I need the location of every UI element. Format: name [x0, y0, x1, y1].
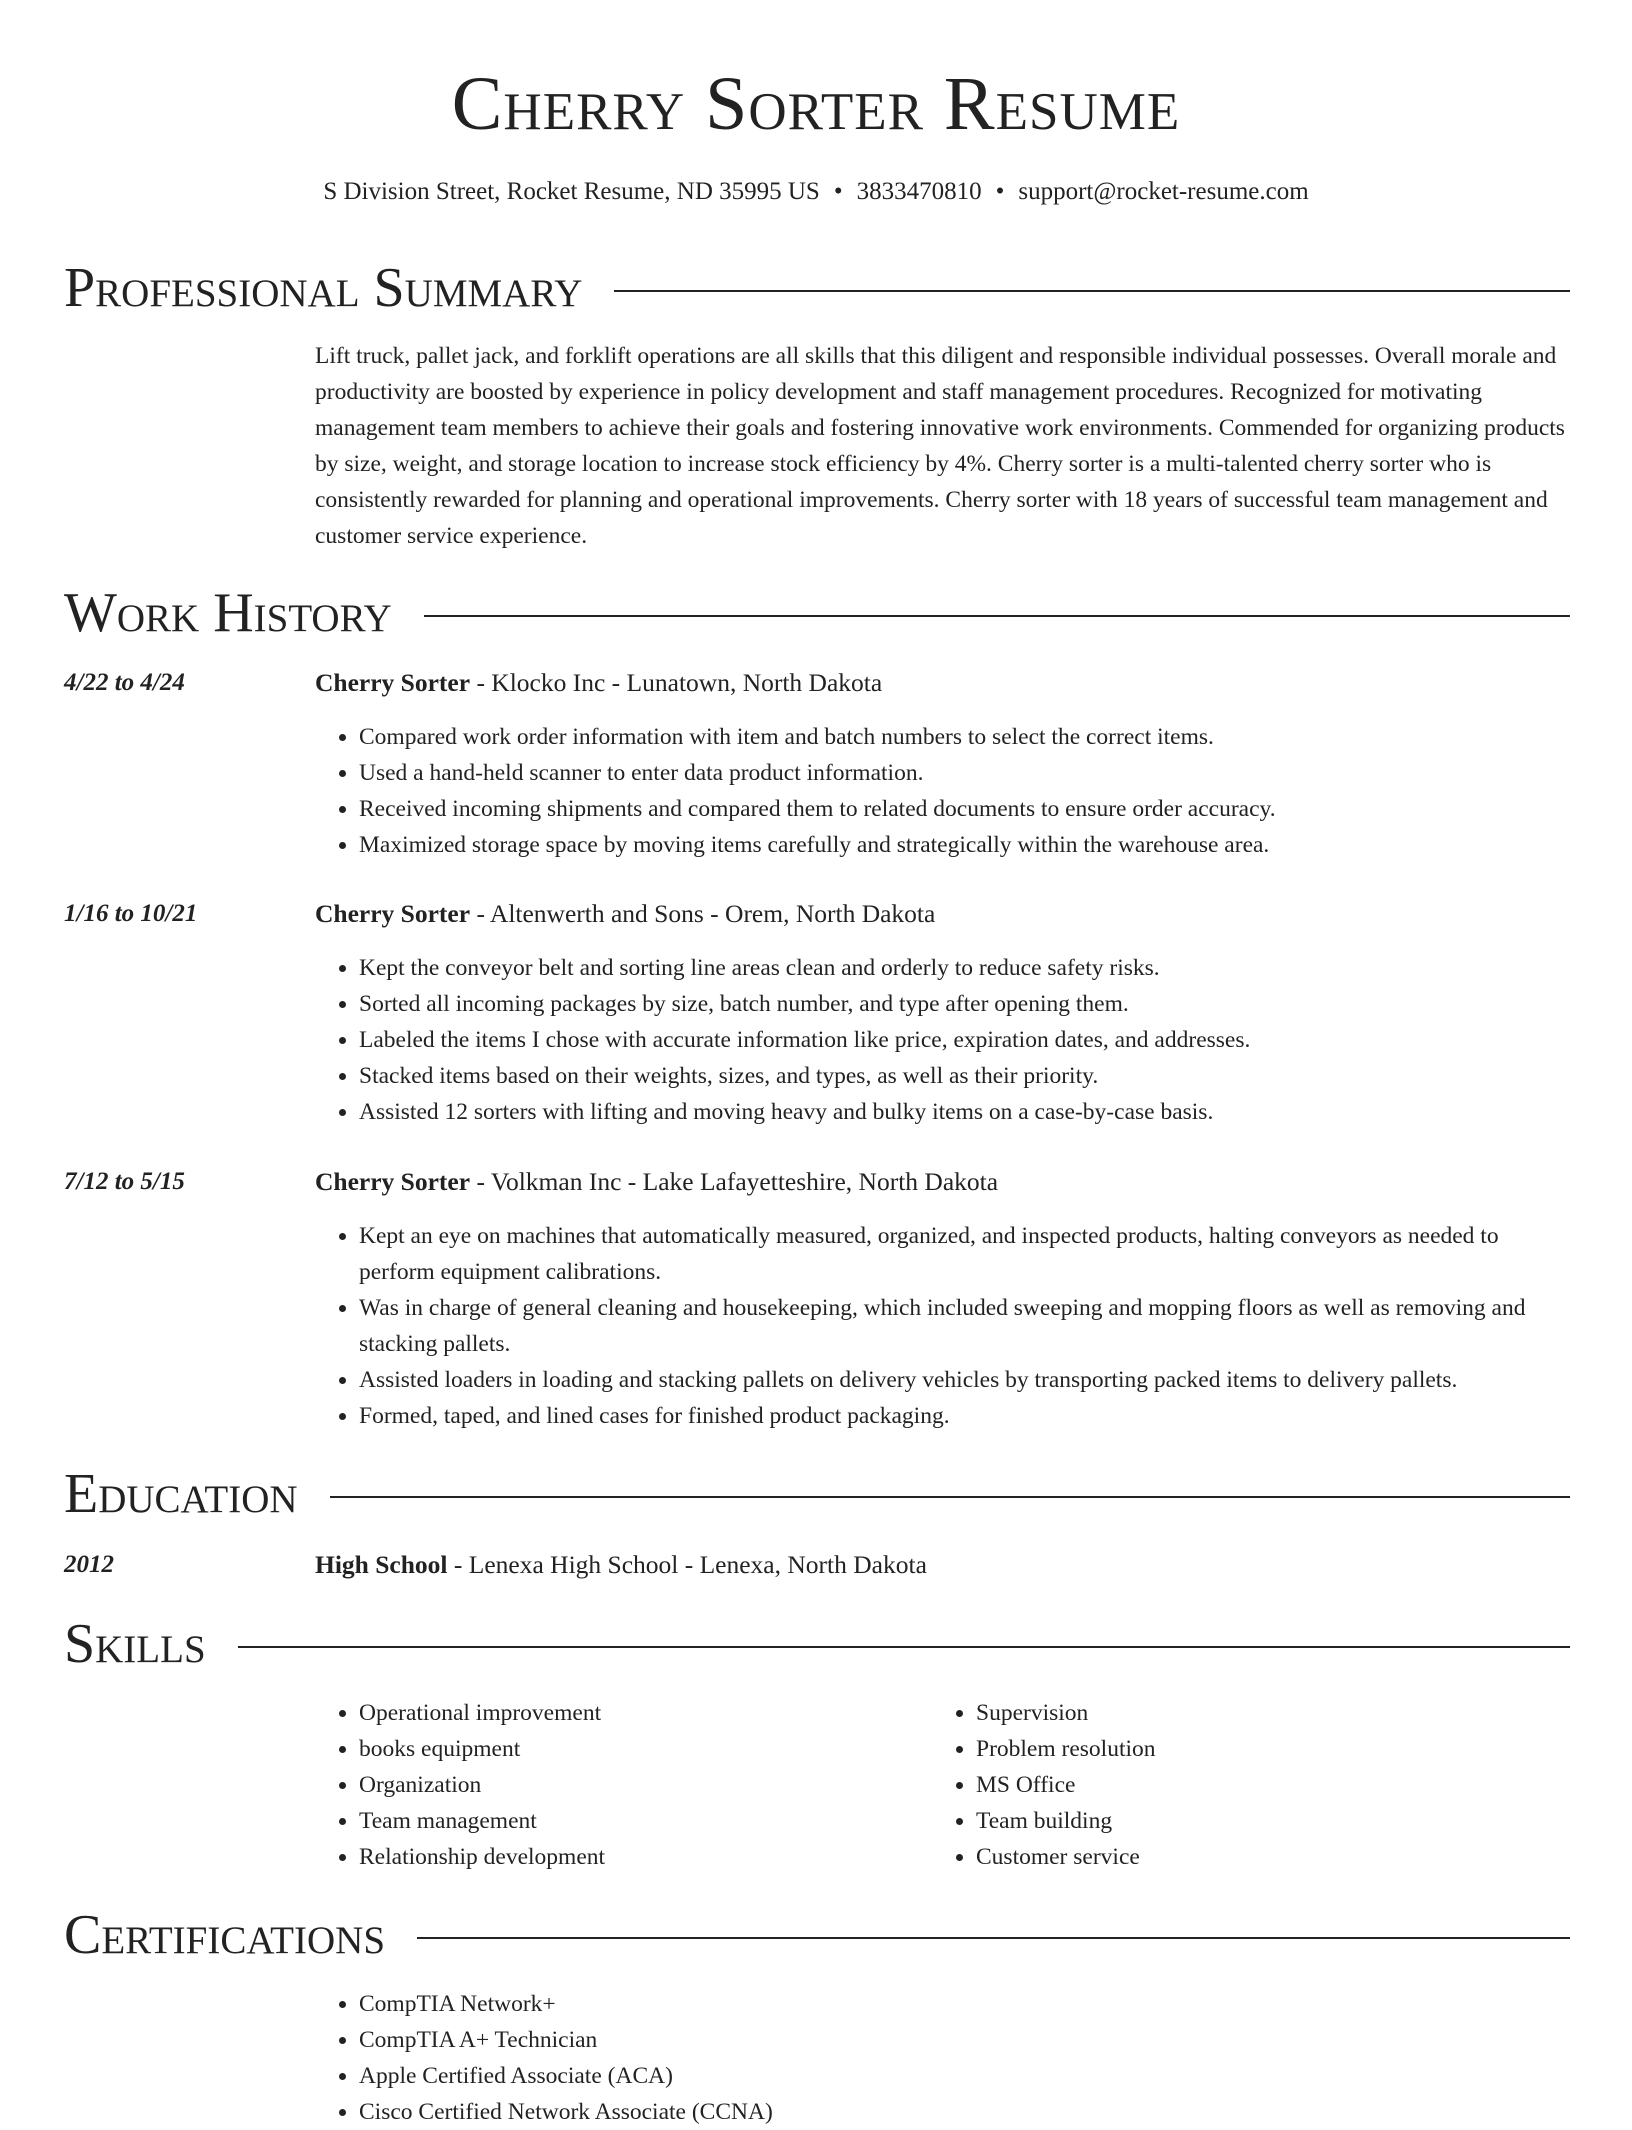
job-dates: 7/12 to 5/15	[64, 1168, 185, 1195]
skill-item: • Operational improvement	[359, 1695, 919, 1731]
job-heading	[315, 896, 935, 932]
skill-item: • Relationship development	[359, 1839, 919, 1875]
job-dates: 1/16 to 10/21	[64, 900, 198, 927]
work-heading	[64, 581, 1570, 645]
section-divider	[424, 615, 1570, 617]
certifications-list	[315, 1986, 1359, 2130]
section-divider	[614, 290, 1570, 292]
certifications-heading	[64, 1903, 1570, 1967]
job-bullets	[315, 719, 1570, 863]
job-bullet: • Assisted 12 sorters with lifting and moving heavy and bulky items on a case-by-case basis.	[359, 1094, 1570, 1130]
certifications-heading-title: Certifications	[64, 1904, 386, 1966]
skill-item: • MS Office	[976, 1767, 1536, 1803]
job-bullet: • Sorted all incoming packages by size, batch number, and type after opening them.	[359, 986, 1570, 1022]
education-heading-line	[315, 1547, 927, 1583]
certification-item: • Cisco Certified Network Associate (CCNA)	[359, 2094, 1359, 2130]
certification-item: • Apple Certified Associate (ACA)	[359, 2058, 1359, 2094]
job-title: Cherry Sorter	[315, 899, 471, 928]
contact-separator: •	[833, 178, 843, 205]
skill-item: • Organization	[359, 1767, 919, 1803]
job-bullets	[315, 950, 1570, 1130]
job-bullet: • Assisted loaders in loading and stacking pallets on delivery vehicles by transporting packed items to delivery pallets.	[359, 1362, 1570, 1398]
skills-heading-title: Skills	[64, 1613, 206, 1675]
summary-heading	[64, 256, 1570, 320]
skill-item: • Problem resolution	[976, 1731, 1536, 1767]
skills-heading	[64, 1612, 1570, 1676]
skill-item: • Team building	[976, 1803, 1536, 1839]
education-heading-title: Education	[64, 1463, 298, 1525]
contact-line	[0, 174, 1632, 210]
skills-list-right	[932, 1695, 1536, 1875]
job-dates: 4/22 to 4/24	[64, 669, 185, 696]
job-bullet: • Formed, taped, and lined cases for finished product packaging.	[359, 1398, 1570, 1434]
job-bullet: • Kept an eye on machines that automatically measured, organized, and inspected products, halting conveyors as needed to perform equipment calibrations.	[359, 1218, 1570, 1290]
contact-address: S Division Street, Rocket Resume, ND 35995 US	[323, 178, 820, 205]
section-divider	[238, 1646, 1570, 1648]
education-heading	[64, 1462, 1570, 1526]
job-bullet: • Stacked items based on their weights, sizes, and types, as well as their priority.	[359, 1058, 1570, 1094]
job-details: - Altenwerth and Sons - Orem, North Dakota	[470, 899, 936, 928]
skill-item: • Supervision	[976, 1695, 1536, 1731]
job-bullet: • Used a hand-held scanner to enter data product information.	[359, 755, 1570, 791]
job-bullets	[315, 1218, 1570, 1434]
job-title: Cherry Sorter	[315, 1167, 471, 1196]
work-heading-title: Work History	[64, 582, 392, 644]
job-bullet: • Was in charge of general cleaning and housekeeping, which included sweeping and mopping floors as well as removing and stacking pallets.	[359, 1290, 1570, 1362]
contact-phone: 3833470810	[856, 178, 982, 205]
skill-item: • Customer service	[976, 1839, 1536, 1875]
job-title: Cherry Sorter	[315, 668, 471, 697]
education-degree: High School	[315, 1550, 448, 1579]
skill-item: • Team management	[359, 1803, 919, 1839]
summary-text: Lift truck, pallet jack, and forklift operations are all skills that this diligent and responsible individual possesses. Overall morale and productivity are boosted by experience in policy development and staff management procedures. Recognized for motivating management team members to achieve their goals and fostering innovative work environments. Commended for organizing products by size, weight, and storage location to increase stock efficiency by 4%. Cherry sorter is a multi-talented cherry sorter who is consistently rewarded for planning and operational improvements. Cherry sorter with 18 years of successful team management and customer service experience.	[315, 343, 1565, 549]
job-heading	[315, 1164, 998, 1200]
section-divider	[417, 1937, 1570, 1939]
skill-item: • books equipment	[359, 1731, 919, 1767]
job-bullet: • Received incoming shipments and compared them to related documents to ensure order accuracy.	[359, 791, 1570, 827]
job-bullet: • Kept the conveyor belt and sorting line areas clean and orderly to reduce safety risks.	[359, 950, 1570, 986]
certification-item: • CompTIA A+ Technician	[359, 2022, 1359, 2058]
resume-title: Cherry Sorter Resume	[451, 62, 1181, 146]
contact-separator: •	[995, 178, 1005, 205]
job-heading	[315, 665, 882, 701]
contact-email: support@rocket-resume.com	[1018, 178, 1309, 205]
skills-list-left	[315, 1695, 919, 1875]
education-year: 2012	[64, 1551, 114, 1578]
section-divider	[330, 1496, 1570, 1498]
summary-heading-title: Professional Summary	[64, 257, 583, 319]
job-bullet: • Labeled the items I chose with accurate information like price, expiration dates, and addresses.	[359, 1022, 1570, 1058]
certification-item: • CompTIA Network+	[359, 1986, 1359, 2022]
job-details: - Volkman Inc - Lake Lafayetteshire, North Dakota	[470, 1167, 999, 1196]
job-bullet: • Maximized storage space by moving items carefully and strategically within the warehouse area.	[359, 827, 1570, 863]
job-bullet: • Compared work order information with item and batch numbers to select the correct items.	[359, 719, 1570, 755]
job-details: - Klocko Inc - Lunatown, North Dakota	[470, 668, 883, 697]
education-details: - Lenexa High School - Lenexa, North Dakota	[447, 1550, 927, 1579]
